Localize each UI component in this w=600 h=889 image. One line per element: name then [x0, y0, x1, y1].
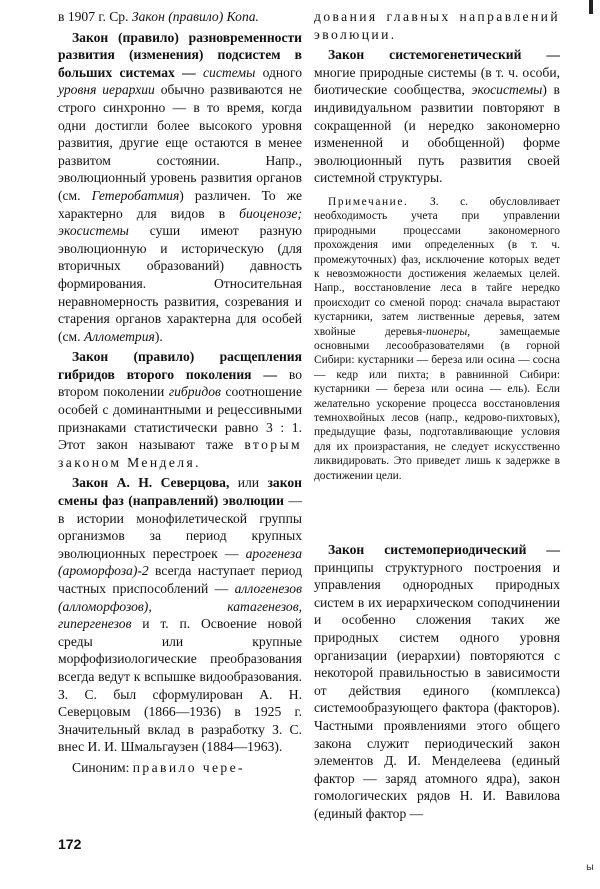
- left-column: [58, 8, 302, 780]
- cross-reference: уровня иерархии: [58, 82, 155, 98]
- cross-reference: Закон (правило) Копа.: [131, 9, 259, 24]
- cross-reference: Гетеробатмия: [91, 187, 180, 203]
- entry-heading-alt: закон смены фаз (направлений) эволюции: [58, 475, 302, 509]
- note-primechanie: [314, 195, 560, 483]
- spaced-term: правило чере-: [132, 759, 245, 775]
- page-number: 172: [58, 836, 82, 852]
- text-segment: и т. п. Освоение новой среды или крупные морфофизиологические преобразования всегда ведут к вспышке видообразования. З. С. был сформулирован А. Н. Северцовым (1866—1936) в 1925 г. Значительный вклад в разработку З. С. внес И. И. Шмальгаузен (1884—1963).: [58, 616, 302, 755]
- entry-zakon-rasshchepleniya: [58, 348, 302, 471]
- entry-zakon-severtsova: [58, 474, 302, 756]
- entry-zakon-raznovremennosti: [58, 29, 302, 346]
- cross-reference: пионеры: [426, 325, 468, 338]
- entry-continuation-synonym: [314, 8, 560, 43]
- scan-edge-glyph: ы: [586, 862, 594, 873]
- entry-continuation-kop: [58, 8, 302, 26]
- cross-reference: гибридов: [168, 384, 221, 400]
- text-segment: одного: [255, 64, 303, 80]
- note-label: Примечание.: [328, 195, 409, 208]
- text-segment: суши имеют разную эволюционную и историческую (для вторичных образований) давность формирования. Относительная неравномерность развития, созревания и старения органов характерна для особей (см.: [58, 223, 302, 344]
- text-segment: .: [195, 454, 199, 470]
- column-gap: [314, 483, 560, 541]
- cross-reference: биоценозе; экосистемы: [58, 205, 302, 239]
- cross-reference: системы: [203, 64, 256, 80]
- text-segment: в 1907 г. Ср.: [58, 9, 132, 24]
- entry-synonym: [58, 759, 302, 777]
- text-segment: Синоним:: [72, 759, 133, 775]
- text-segment: З. с. обусловливает необходимость учета при управлении природными процессами закономерного прохождения ими определенных (в т. ч. промежуточных) фаз, исключение которых ведет к невозможности достижения желаемых целей. Напр., восстановление леса в тайге нередко происходит со сменой пород: сначала вырастают кустарники, затем лиственные деревья, затем хвойные деревья-: [314, 195, 560, 338]
- text-segment: всегда наступает период частных приспособлений —: [58, 563, 302, 596]
- entry-zakon-sistemoperiodicheskiy: [314, 541, 560, 823]
- text-segment: во втором поколении: [58, 366, 302, 400]
- entry-heading: Закон (правило) разновременности развития (изменения) подсистем в больших системах —: [58, 29, 302, 80]
- text-segment: соотношение особей с доминантными и рецессивными признаками статистически равно 3 : 1. Этот закон называют таже: [58, 384, 302, 453]
- scan-edge-mark: [589, 0, 593, 14]
- text-segment: принципы структурного построения и управления однородных природных систем в их иерархическом соподчинении и особенно сложения таких же природных систем одного уровня организации (иерархии) повторяются с некоторой правильностью в зависимости от действия единого (комплекса) системообразующего фактора (факторов). Частными проявлениями этого общего закона служит периодический закон элементов Д. И. Менделеева (единый фактор — заряд атомного ядра), закон гомологических рядов Н. И. Вавилова (единый фактор —: [314, 559, 560, 821]
- cross-reference: арогенеза (ароморфоза)-2: [58, 545, 302, 579]
- text-segment: — в истории монофилетической группы организмов за период крупных эволюционных перестроек —: [58, 493, 302, 561]
- right-column: [314, 8, 560, 826]
- entry-zakon-sistemogeneticheskiy: [314, 46, 560, 187]
- entry-heading: Закон системогенетический —: [328, 47, 560, 63]
- text-segment: или: [229, 475, 268, 491]
- entry-heading: Закон А. Н. Северцова,: [72, 475, 230, 491]
- text-segment: [196, 65, 203, 80]
- text-segment: , замещаемые основными лесообразователями (в горной Сибири: кустарники — береза или осина — сосна — кедр или пихта; в равнинной Сибири: кустарники — береза или осина — ель). Если желательно ускорение процесса восстановления темнохвойных лесов (напр., кедрово-пихтовых), предыдущие фазы, подготавливающие условия для их произрастания, не следует искусственно ликвидировать. Это приведет лишь к задержке в достижении цели.: [314, 325, 560, 482]
- text-segment: обычно развиваются не строго синхронно — в то время, когда одни достигли более высокого уровня развития, другие еще остаются в менее развитом состоянии. Напр., эволюционный уровень развития органов (см.: [58, 82, 302, 203]
- text-segment: ).: [154, 328, 163, 344]
- text-segment: многие природные системы (в т. ч. особи, биотические сообщества,: [314, 64, 560, 98]
- entry-heading: Закон (правило) расщепления гибридов второго поколения —: [58, 349, 302, 382]
- spaced-term: вторым законом Менделя: [58, 437, 302, 470]
- text-segment: ) различен. То же характерно для видов в: [58, 187, 302, 221]
- cross-reference: Аллометрия: [83, 328, 155, 344]
- cross-reference: экосистемы: [471, 82, 543, 98]
- text-segment: ) в индивидуальном развитии повторяют в сокращенной (и нередко закономерно измененной и обобщенной) форме эволюционный путь развития своей системной структуры.: [314, 82, 560, 186]
- spaced-term: дования главных направлений эволюции.: [314, 9, 560, 42]
- cross-reference: аллогенезов (алломорфозов), катагенезов, гипергенезов: [58, 581, 302, 632]
- entry-heading: Закон системопериодический —: [328, 542, 560, 558]
